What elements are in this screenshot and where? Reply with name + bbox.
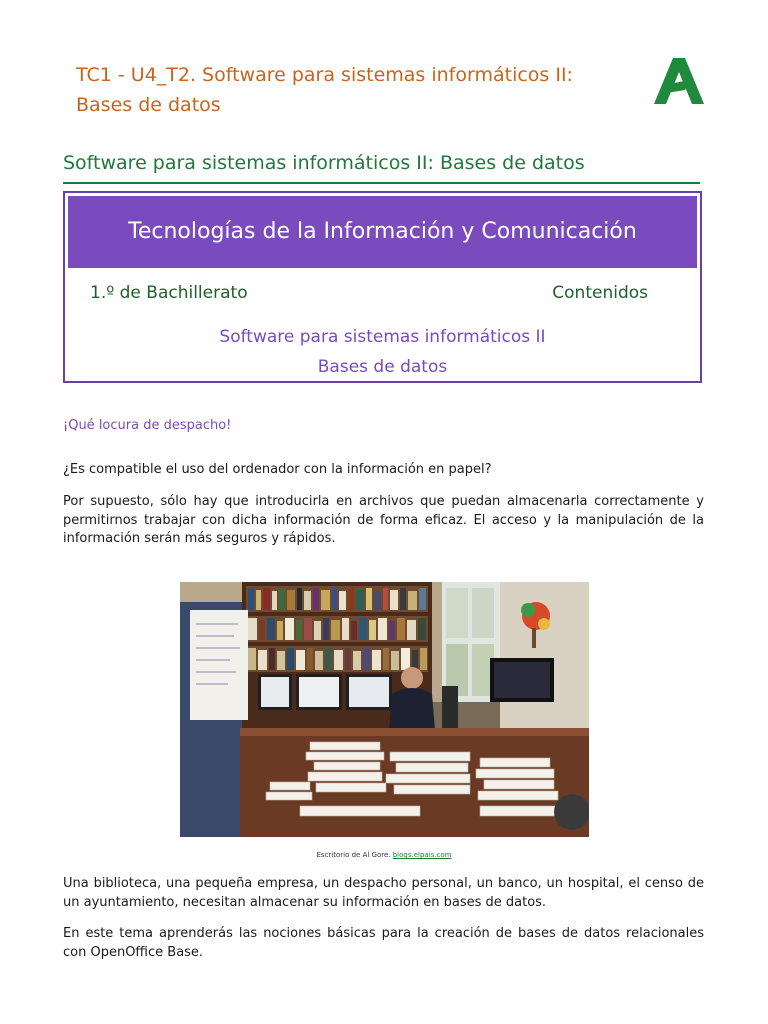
answer-paragraph: Por supuesto, sólo hay que introducirla en archivos que puedan almacenarla correctamente y permitirnos trabajar con dicha información de forma eficaz. El acceso y la manipulación de la información serán más seguros y rápidos. — [63, 494, 704, 546]
office-desk-photo — [180, 582, 589, 837]
document-title-line1: TC1 - U4_T2. Software para sistemas informáticos II: — [76, 64, 573, 86]
document-title — [76, 60, 636, 120]
photo-caption — [0, 851, 768, 859]
photo-caption-text: Escritorio de Al Gore. — [316, 851, 391, 859]
course-info-box — [63, 191, 702, 383]
course-level: 1.º de Bachillerato — [90, 283, 248, 303]
junta-andalucia-logo — [654, 58, 704, 104]
topic-paragraph: En este tema aprenderás las nociones básicas para la creación de bases de datos relacionales con OpenOffice Base. — [63, 926, 704, 960]
intro-heading: ¡Qué locura de despacho! — [63, 418, 232, 433]
examples-paragraph: Una biblioteca, una pequeña empresa, un despacho personal, un banco, un hospital, el censo de un ayuntamiento, necesitan almacenar su información en bases de datos. — [63, 876, 704, 910]
section-divider — [63, 182, 700, 184]
photo-source-link[interactable]: blogs.elpais.com — [392, 851, 452, 859]
document-title-line2: Bases de datos — [76, 94, 221, 116]
course-subtitle-line1: Software para sistemas informáticos II — [219, 327, 546, 347]
content-type-label: Contenidos — [552, 283, 648, 303]
section-title: Software para sistemas informáticos II: Bases de datos — [63, 152, 585, 174]
course-banner: Tecnologías de la Información y Comunicación — [68, 196, 697, 268]
question-paragraph: ¿Es compatible el uso del ordenador con la información en papel? — [63, 462, 492, 477]
course-subtitle-line2: Bases de datos — [317, 357, 448, 377]
